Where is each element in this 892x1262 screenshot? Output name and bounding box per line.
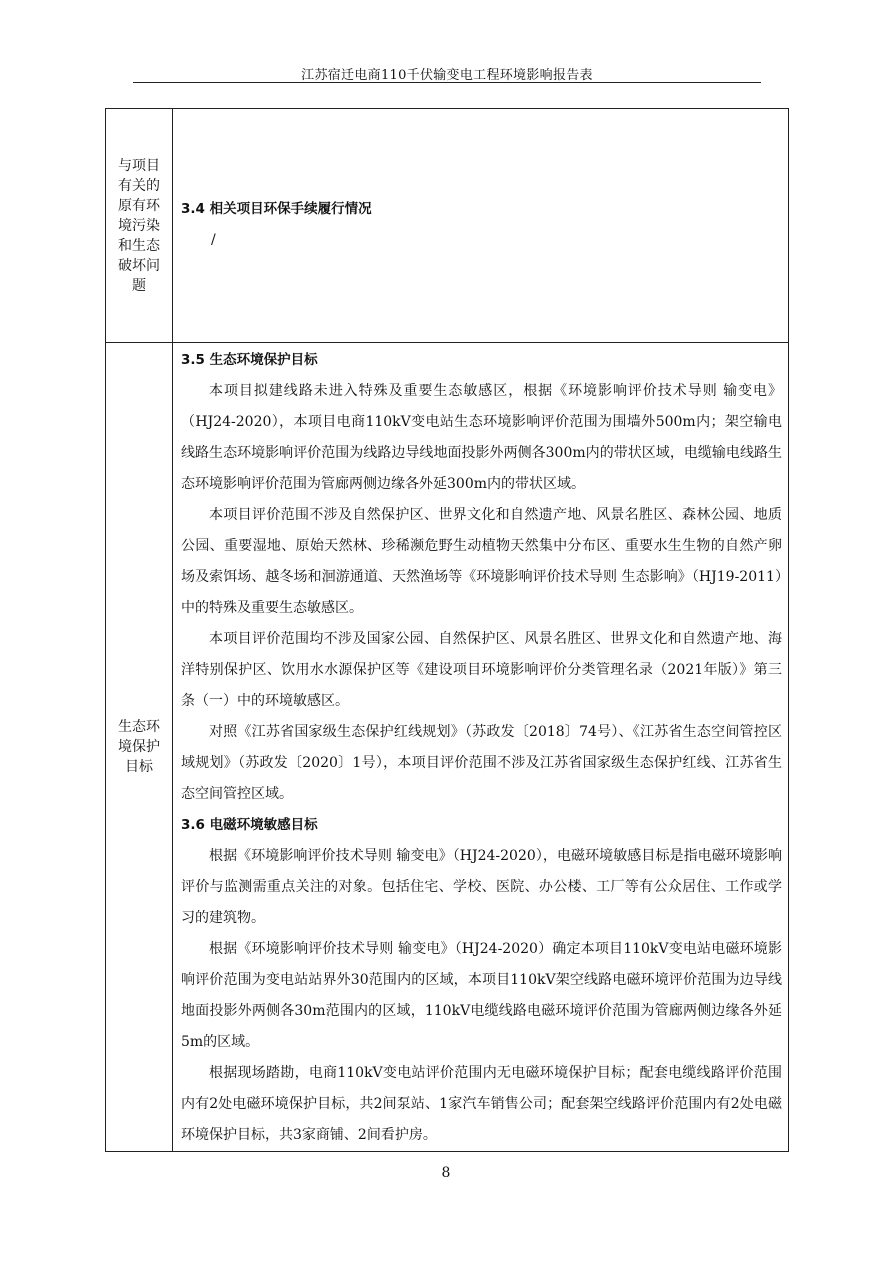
row-label-cell — [106, 109, 173, 343]
section-heading-3-4: 3.4 相关项目环保手续履行情况 — [181, 201, 372, 217]
page-number: 8 — [441, 1165, 451, 1181]
report-table — [105, 108, 789, 1152]
row-content-cell — [173, 109, 789, 343]
paragraph: 本项目评价范围均不涉及国家公园、自然保护区、风景名胜区、世界文化和自然遗产地、海洋特别保护区、饮用水水源保护区等《建设项目环境影响评价分类管理名录（2021年版）》第三条（一）中的环境敏感区。 — [181, 631, 782, 709]
paragraph: 本项目拟建线路未进入特殊及重要生态敏感区，根据《环境影响评价技术导则 输变电》（HJ24-2020），本项目电商110kV变电站生态环境影响评价范围为围墙外500m内；架空输电线路生态环境影响评价范围为线路边导线地面投影外两侧各300m内的带状区域，电缆输电线路生态环境影响评价范围为管廊两侧边缘各外延300m内的带状区域。 — [181, 383, 782, 492]
paragraph: 根据《环境影响评价技术导则 输变电》（HJ24-2020），电磁环境敏感目标是指电磁环境影响评价与监测需重点关注的对象。包括住宅、学校、医院、办公楼、工厂等有公众居住、工作或学习的建筑物。 — [181, 848, 782, 926]
paragraph: 对照《江苏省国家级生态保护红线规划》（苏政发〔2018〕74号）、《江苏省生态空间管控区域规划》（苏政发〔2020〕1号），本项目评价范围不涉及江苏省国家级生态保护红线、江苏省生态空间管控区域。 — [181, 724, 782, 802]
row-label-cell — [106, 343, 173, 1152]
document-header-title: 江苏宿迁电商110千伏输变电工程环境影响报告表 — [301, 68, 593, 83]
row-label-eco-protection: 生态环境保护目标 — [118, 719, 160, 775]
paragraph: 本项目评价范围不涉及自然保护区、世界文化和自然遗产地、风景名胜区、森林公园、地质公园、重要湿地、原始天然林、珍稀濒危野生动植物天然集中分布区、重要水生生物的自然产卵场及索饵场、越冬场和洄游通道、天然渔场等《环境影响评价技术导则 生态影响》（HJ19-2011）中的特殊及重要生态敏感区。 — [181, 507, 782, 616]
section-body-3-4: / — [211, 232, 216, 248]
table-row — [106, 343, 789, 1152]
row-content-cell — [173, 343, 789, 1152]
section-heading-3-5: 3.5 生态环境保护目标 — [181, 352, 318, 368]
section-heading-3-6: 3.6 电磁环境敏感目标 — [181, 817, 318, 833]
paragraph: 根据《环境影响评价技术导则 输变电》（HJ24-2020）确定本项目110kV变电站电磁环境影响评价范围为变电站站界外30范围内的区域，本项目110kV架空线路电磁环境评价范围为边导线地面投影外两侧各30m范围内的区域，110kV电缆线路电磁环境评价范围为管廊两侧边缘各外延5m的区域。 — [181, 941, 782, 1050]
table-row — [106, 109, 789, 343]
row-label-existing-issues: 与项目有关的原有环境污染和生态破坏问题 — [118, 157, 160, 294]
paragraph: 根据现场踏勘，电商110kV变电站评价范围内无电磁环境保护目标；配套电缆线路评价范围内有2处电磁环境保护目标，共2间泵站、1家汽车销售公司；配套架空线路评价范围内有2处电磁环境保护目标，共3家商铺、2间看护房。 — [181, 1065, 782, 1143]
header-divider — [133, 82, 761, 83]
